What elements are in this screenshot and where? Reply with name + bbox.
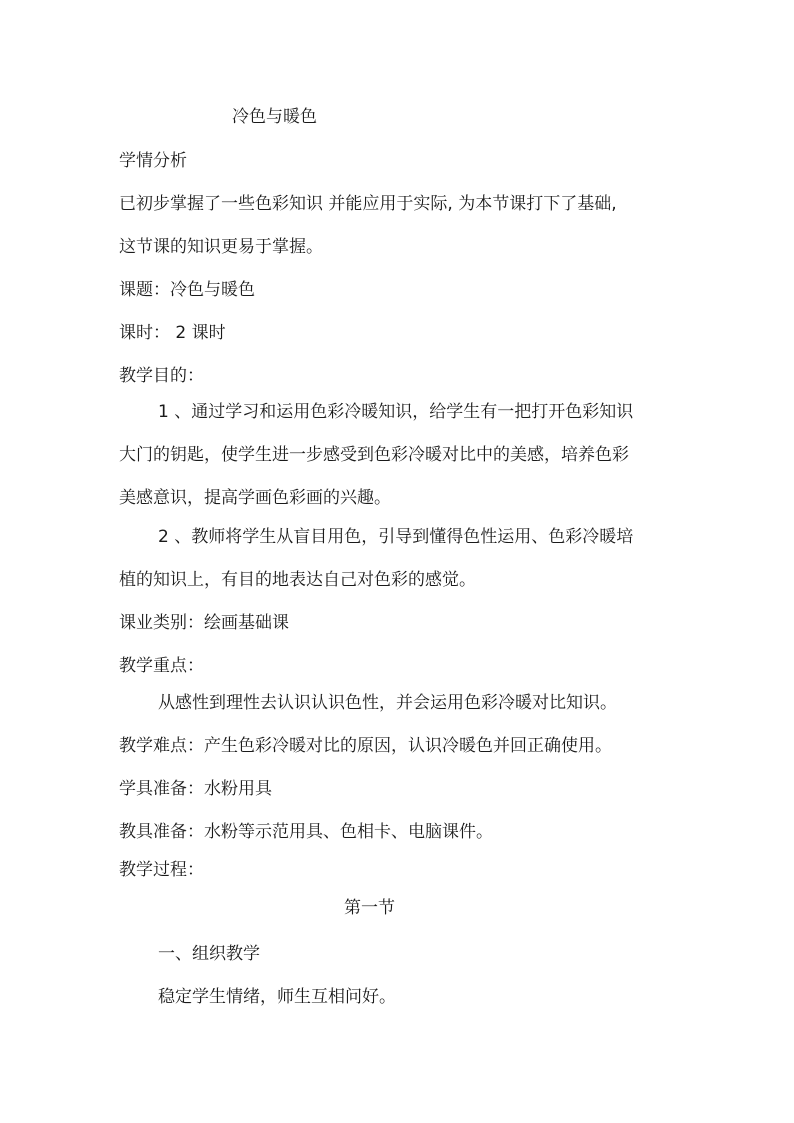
difficulty-line: 教学难点：产生色彩冷暖对比的原因，认识冷暖色并回正确使用。 bbox=[119, 736, 612, 756]
step-1-heading: 一、组织教学 bbox=[158, 944, 260, 964]
topic-line: 课题：冷色与暖色 bbox=[119, 280, 255, 300]
teacher-materials-line: 教具准备：水粉等示范用具、色相卡、电脑课件。 bbox=[119, 822, 493, 842]
hours-line: 课时： 2 课时 bbox=[119, 323, 226, 343]
document-title: 冷色与暖色 bbox=[232, 107, 317, 127]
step-1-text: 稳定学生情绪，师生互相问好。 bbox=[158, 987, 396, 1007]
analysis-line-1: 已初步掌握了一些色彩知识 并能应用于实际, 为本节课打下了基础, bbox=[119, 194, 617, 214]
student-materials-line: 学具准备：水粉用具 bbox=[119, 779, 272, 799]
analysis-line-2: 这节课的知识更易于掌握。 bbox=[119, 237, 323, 257]
objective-2-line-2: 植的知识上，有目的地表达自己对色彩的感觉。 bbox=[119, 570, 476, 590]
objective-1-line-3: 美感意识，提高学画色彩画的兴趣。 bbox=[119, 488, 391, 508]
objective-1-line-1: 1 、通过学习和运用色彩冷暖知识，给学生有一把打开色彩知识 bbox=[158, 402, 634, 422]
objective-1-line-2: 大门的钥匙，使学生进一步感受到色彩冷暖对比中的美感，培养色彩 bbox=[119, 445, 629, 465]
process-heading: 教学过程： bbox=[119, 860, 204, 880]
section-one-heading: 第一节 bbox=[344, 898, 395, 918]
key-points-text: 从感性到理性去认识认识色性，并会运用色彩冷暖对比知识。 bbox=[158, 693, 617, 713]
section-learning-analysis: 学情分析 bbox=[119, 151, 187, 171]
key-points-heading: 教学重点： bbox=[119, 656, 204, 676]
objectives-heading: 教学目的： bbox=[119, 366, 204, 386]
course-type-line: 课业类别：绘画基础课 bbox=[119, 613, 289, 633]
objective-2-line-1: 2 、教师将学生从盲目用色，引导到懂得色性运用、色彩冷暖培 bbox=[158, 527, 634, 547]
